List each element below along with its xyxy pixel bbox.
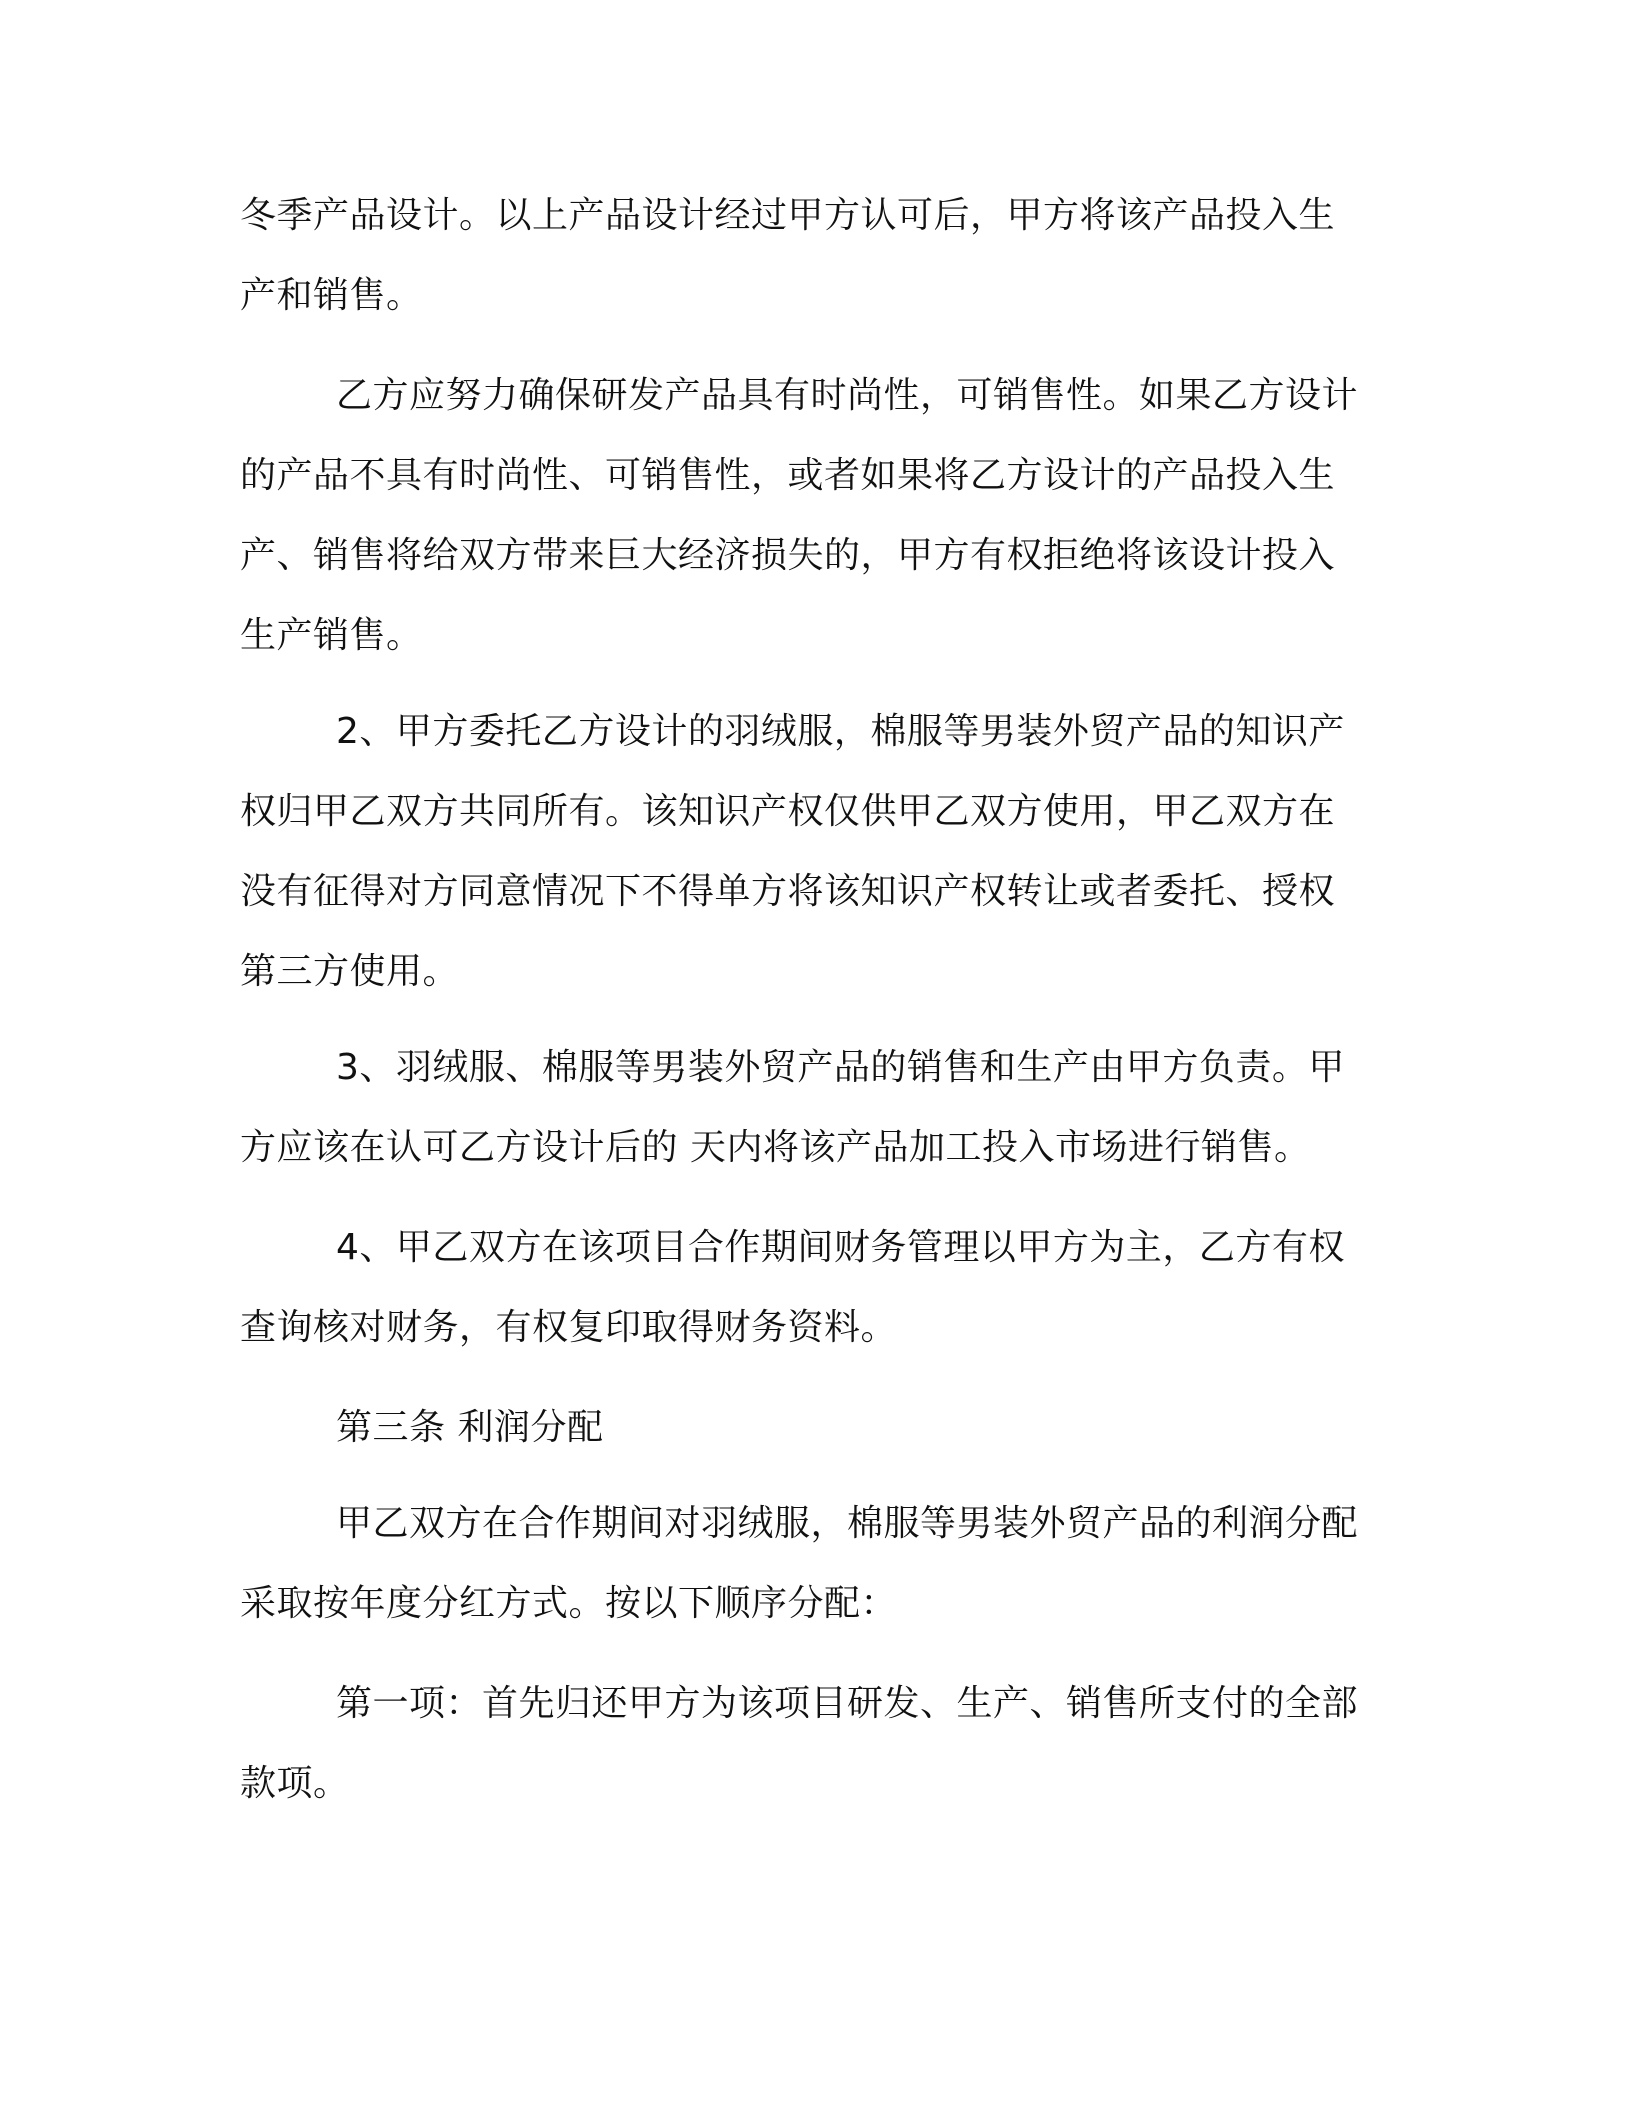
paragraph-clause-4-finance: 4、甲乙双方在该项目合作期间财务管理以甲方为主，乙方有权 查询核对财务，有权复印取得财务资料。 — [240, 1227, 1345, 1348]
paragraph-profit-distribution: 甲乙双方在合作期间对羽绒服，棉服等男装外贸产品的利润分配 采取按年度分红方式。按以下顺序分配： — [240, 1503, 1359, 1624]
section-heading-profit: 第三条 利润分配 — [336, 1407, 604, 1448]
paragraph-clause-2-ip: 2、甲方委托乙方设计的羽绒服，棉服等男装外贸产品的知识产 权归甲乙双方共同所有。该知识产权仅供甲乙双方使用，甲乙双方在 没有征得对方同意情况下不得单方将该知识产权转让或者委托、授权 第三方使用。 — [240, 711, 1345, 992]
paragraph-item-1: 第一项：首先归还甲方为该项目研发、生产、销售所支付的全部 款项。 — [240, 1683, 1359, 1804]
paragraph-design-approval: 冬季产品设计。以上产品设计经过甲方认可后，甲方将该产品投入生 产和销售。 — [240, 195, 1336, 316]
paragraph-clause-3-sales: 3、羽绒服、棉服等男装外贸产品的销售和生产由甲方负责。甲 方应该在认可乙方设计后的 天内将该产品加工投入市场进行销售。 — [240, 1047, 1345, 1168]
paragraph-fashion-requirement: 乙方应努力确保研发产品具有时尚性，可销售性。如果乙方设计 的产品不具有时尚性、可销售性，或者如果将乙方设计的产品投入生 产、销售将给双方带来巨大经济损失的，甲方有权拒绝将该设计投入 生产销售。 — [240, 375, 1359, 656]
